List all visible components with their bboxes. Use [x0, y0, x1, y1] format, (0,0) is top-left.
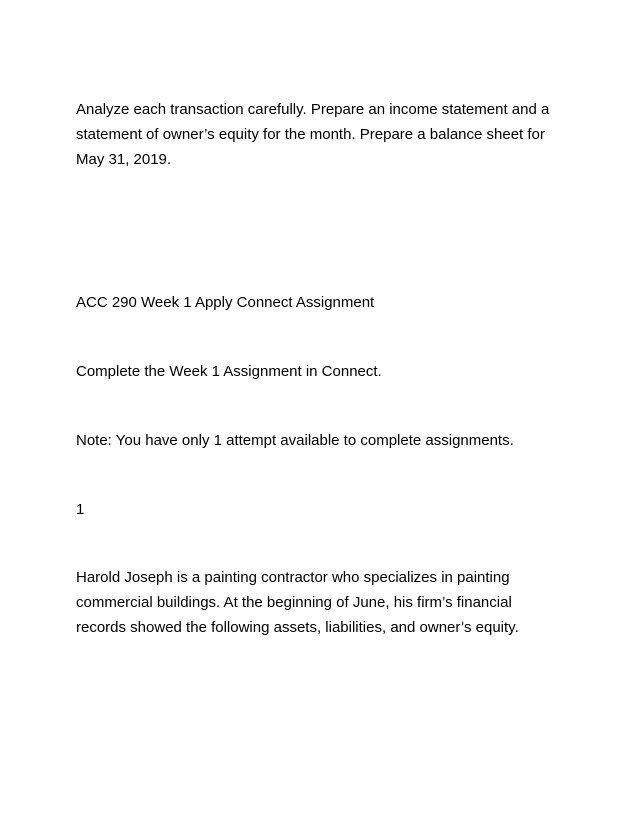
text-line: May 31, 2019. — [76, 151, 172, 168]
text-line: Harold Joseph is a painting contractor who specializes in painting — [76, 569, 510, 586]
assignment-heading: ACC 290 Week 1 Apply Connect Assignment — [76, 294, 375, 311]
text-line: records showed the following assets, liabilities, and owner’s equity. — [76, 619, 519, 636]
question-number: 1 — [76, 501, 85, 518]
text-line: statement of owner’s equity for the month. Prepare a balance sheet for — [76, 126, 545, 143]
attempt-note: Note: You have only 1 attempt available to complete assignments. — [76, 432, 514, 449]
instructions-paragraph — [76, 97, 576, 172]
text-line: commercial buildings. At the beginning of June, his firm’s financial — [76, 594, 512, 611]
text-line: Analyze each transaction carefully. Prepare an income statement and a — [76, 101, 550, 118]
assignment-instruction: Complete the Week 1 Assignment in Connect. — [76, 363, 382, 380]
question-paragraph — [76, 565, 576, 640]
